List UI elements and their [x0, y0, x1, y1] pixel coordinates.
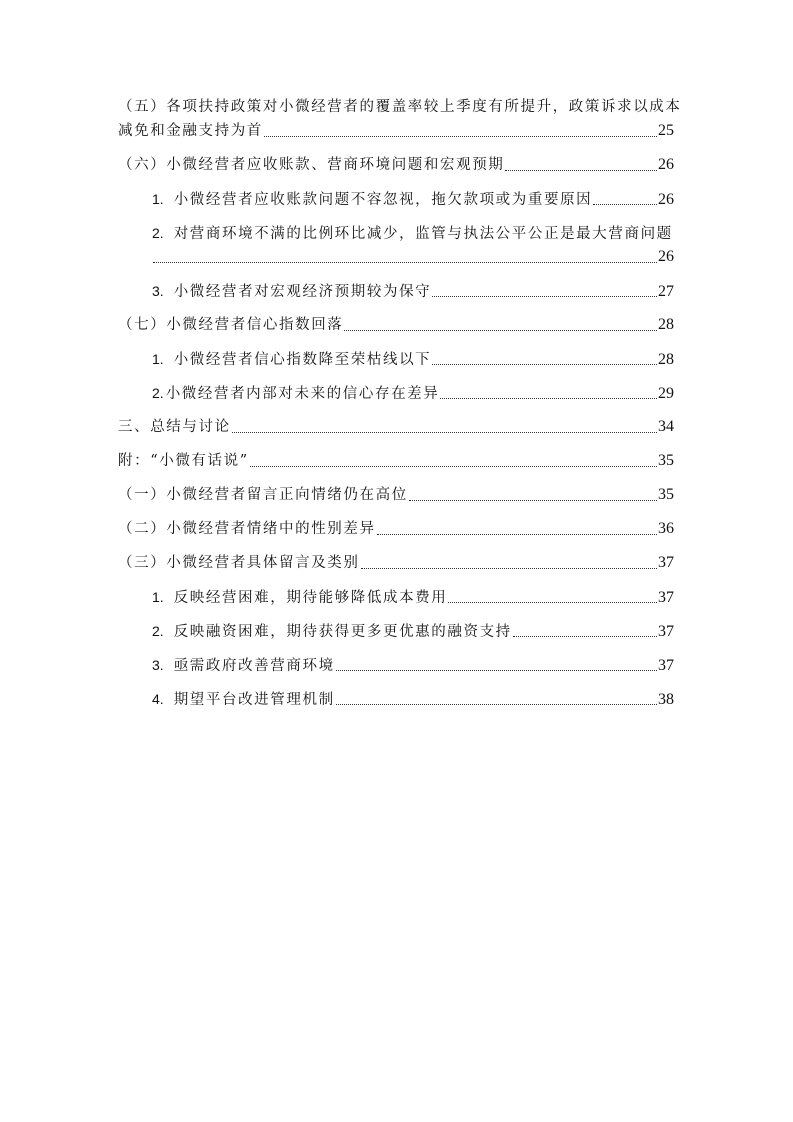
- toc-entry-section-7-1[interactable]: [118, 347, 674, 371]
- dot-leader: [336, 703, 657, 705]
- toc-entry-number: 1.: [152, 589, 164, 605]
- dot-leader: [409, 499, 657, 501]
- toc-entry-label: 小微经营者对宏观经济预期较为保守: [173, 284, 432, 300]
- toc-entry-page: 28: [658, 316, 674, 333]
- toc-entry-section-7[interactable]: [118, 313, 674, 337]
- toc-entry-page: 37: [658, 657, 674, 674]
- toc-entry-label-line1: （五）各项扶持政策对小微经营者的覆盖率较上季度有所提升，政策诉求以成本: [118, 99, 682, 115]
- toc-entry-section-6[interactable]: [118, 153, 674, 177]
- toc-entry-page: 26: [658, 248, 674, 265]
- toc-entry-label: （七）小微经营者信心指数回落: [118, 317, 344, 333]
- toc-entry-label: 反映融资困难，期待获得更多更优惠的融资支持: [173, 624, 512, 640]
- dot-leader: [264, 135, 657, 137]
- toc-entry-appendix-1[interactable]: [118, 483, 674, 507]
- toc-entry-page: 28: [658, 351, 674, 368]
- toc-entry-section-6-1[interactable]: [118, 187, 674, 211]
- toc-entry-page: 27: [658, 283, 674, 300]
- toc-entry-page: 38: [658, 691, 674, 708]
- toc-entry-section-6-2[interactable]: [118, 221, 674, 269]
- toc-entry-number: 2.: [152, 385, 164, 401]
- dot-leader: [513, 635, 657, 637]
- toc-entry-page: 35: [658, 486, 674, 503]
- dot-leader: [432, 363, 657, 365]
- dot-leader: [232, 431, 657, 433]
- toc-entry-page: 26: [658, 156, 674, 173]
- toc-entry-label-line2: 减免和金融支持为首: [118, 123, 263, 139]
- toc-entry-appendix-2[interactable]: [118, 517, 674, 541]
- toc-entry-number: 2.: [152, 623, 164, 639]
- toc-entry-appendix-3[interactable]: [118, 551, 674, 575]
- toc-entry-label: （三）小微经营者具体留言及类别: [118, 555, 360, 571]
- dot-leader: [344, 329, 657, 331]
- dot-leader: [505, 169, 657, 171]
- dot-leader: [361, 567, 658, 569]
- toc-entry-chapter-3[interactable]: [118, 415, 674, 439]
- toc-entry-label: 附：“小微有话说”: [118, 453, 249, 469]
- toc-entry-appendix-3-3[interactable]: [118, 653, 674, 677]
- toc-entry-page: 37: [658, 623, 674, 640]
- toc-entry-appendix-3-4[interactable]: [118, 687, 674, 711]
- toc-entry-section-6-3[interactable]: [118, 279, 674, 303]
- toc-entry-page: 37: [658, 589, 674, 606]
- toc-entry-page: 29: [658, 385, 674, 402]
- toc-entry-number: 2.: [152, 225, 164, 241]
- dot-leader: [440, 397, 657, 399]
- toc-entry-number: 4.: [152, 691, 164, 707]
- toc-entry-label: 小微经营者内部对未来的信心存在差异: [165, 386, 440, 402]
- toc-entry-label: 三、总结与讨论: [118, 419, 231, 435]
- toc-entry-label: 亟需政府改善营商环境: [173, 658, 335, 674]
- toc-entry-label: （二）小微经营者情绪中的性别差异: [118, 521, 376, 537]
- dot-leader: [250, 465, 657, 467]
- toc-entry-label: 期望平台改进管理机制: [173, 692, 335, 708]
- dot-leader: [377, 533, 657, 535]
- toc-entry-page: 37: [658, 554, 674, 571]
- table-of-contents: [118, 95, 682, 711]
- toc-entry-section-7-2[interactable]: [118, 381, 674, 405]
- toc-entry-number: 1.: [152, 351, 164, 367]
- toc-entry-page: 35: [658, 452, 674, 469]
- toc-entry-page: 25: [658, 122, 674, 139]
- dot-leader: [448, 601, 657, 603]
- toc-entry-label-line1: 对营商环境不满的比例环比减少，监管与执法公平公正是最大营商问题: [173, 226, 673, 242]
- toc-entry-number: 3.: [152, 283, 164, 299]
- dot-leader: [593, 203, 657, 205]
- dot-leader: [153, 261, 657, 263]
- toc-entry-label: （六）小微经营者应收账款、营商环境问题和宏观预期: [118, 157, 505, 173]
- dot-leader: [336, 669, 657, 671]
- toc-entry-appendix[interactable]: [118, 449, 674, 473]
- toc-entry-label: （一）小微经营者留言正向情绪仍在高位: [118, 487, 408, 503]
- toc-entry-label: 反映经营困难，期待能够降低成本费用: [173, 590, 448, 606]
- toc-entry-page: 26: [658, 191, 674, 208]
- toc-entry-appendix-3-1[interactable]: [118, 585, 674, 609]
- toc-entry-page: 34: [658, 418, 674, 435]
- toc-entry-section-5[interactable]: [118, 95, 682, 143]
- toc-entry-page: 36: [658, 520, 674, 537]
- toc-entry-label: 小微经营者应收账款问题不容忽视，拖欠款项或为重要原因: [173, 192, 593, 208]
- toc-entry-label: 小微经营者信心指数降至荣枯线以下: [173, 352, 432, 368]
- toc-entry-number: 3.: [152, 657, 164, 673]
- toc-entry-number: 1.: [152, 191, 164, 207]
- toc-entry-appendix-3-2[interactable]: [118, 619, 674, 643]
- dot-leader: [432, 295, 657, 297]
